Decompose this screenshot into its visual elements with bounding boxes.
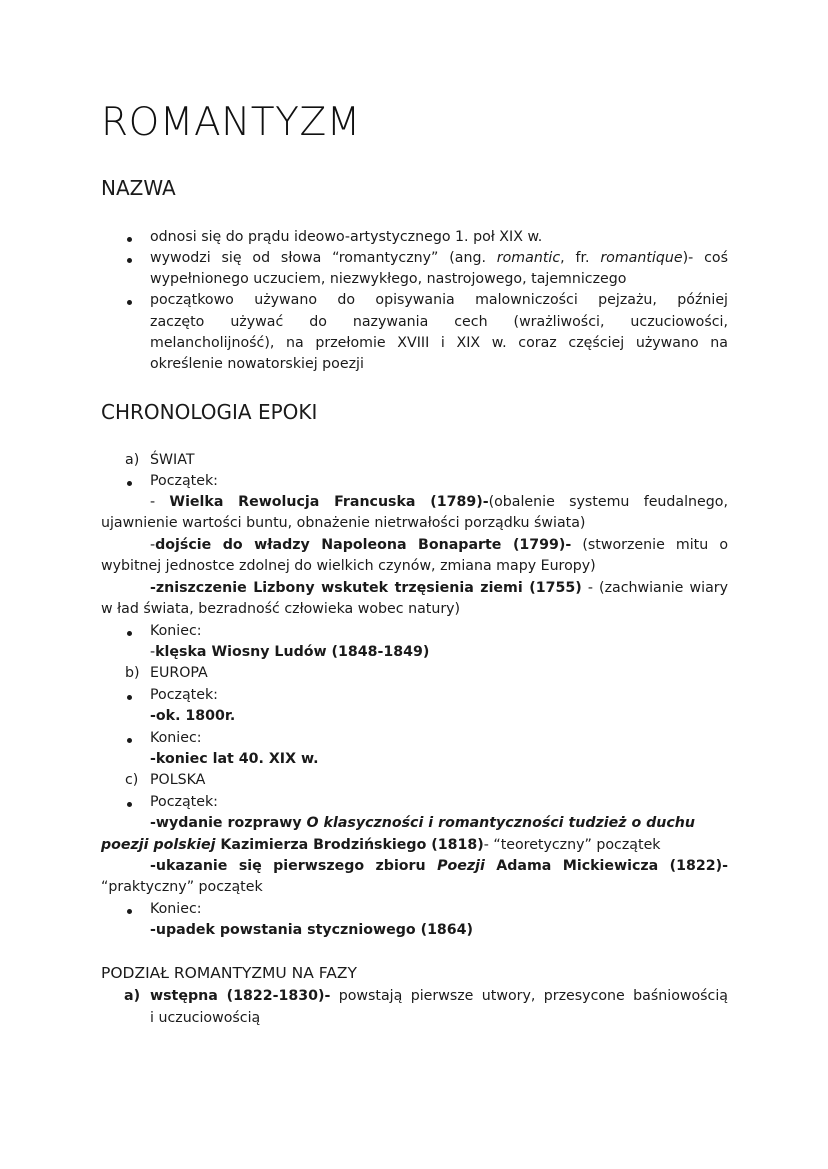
koniec-label: Koniec: <box>150 901 202 917</box>
text-run-bold-italic: Poezji <box>437 858 485 874</box>
event-item <box>150 492 728 513</box>
text-run-italic: romantic <box>496 250 561 266</box>
event-item-continuation: w ład świata, bezradność człowieka wobec natury) <box>101 601 461 617</box>
phase-item-continuation: i uczuciowością <box>150 1010 261 1026</box>
event-item <box>150 856 728 877</box>
text-run-bold: wstępna (1822-1830)- <box>150 988 331 1004</box>
section-heading-chronologia: CHRONOLOGIA EPOKI <box>101 400 318 424</box>
bullet-icon <box>127 802 132 807</box>
subsection-label-swiat: ŚWIAT <box>150 452 195 468</box>
text-run-bold: -zniszczenie Lizbony wskutek trzęsienia ziemi (1755) <box>150 580 582 596</box>
bullet-icon <box>127 909 132 914</box>
section-heading-nazwa: NAZWA <box>101 176 176 200</box>
text-run-bold: -wydanie rozprawy <box>150 815 307 831</box>
list-item-continuation: wypełnionego uczuciem, niezwykłego, nastrojowego, tajemniczego <box>150 271 627 287</box>
text-run-bold: dojście do władzy Napoleona Bonaparte (1799)- <box>155 537 572 553</box>
text-run-bold: Adama Mickiewicza (1822)- <box>484 858 728 874</box>
text-run: powstają pierwsze utwory, przesycone baśniowością <box>330 988 728 1004</box>
event-item-continuation: wybitnej jednostce zdolnej do wielkich czynów, zmiana mapy Europy) <box>101 558 596 574</box>
document-title: ROMANTYZM <box>101 100 361 145</box>
text-run: wywodzi się od słowa “romantyczny” (ang. <box>150 250 497 266</box>
event-item <box>150 813 695 834</box>
text-run-bold-italic: O klasyczności i romantyczności tudzież o duchu <box>306 815 696 831</box>
list-item <box>150 248 728 269</box>
event-item: -koniec lat 40. XIX w. <box>150 751 319 767</box>
text-run: (stworzenie mitu o <box>571 537 728 553</box>
bullet-icon <box>127 300 132 305</box>
list-marker: c) <box>125 772 139 788</box>
bullet-icon <box>127 481 132 486</box>
event-item <box>150 642 429 663</box>
bullet-icon <box>127 258 132 263</box>
list-marker: a) <box>125 452 140 468</box>
text-run: - “teoretyczny” początek <box>483 837 661 853</box>
event-item: -upadek powstania styczniowego (1864) <box>150 922 474 938</box>
list-item-continuation: zaczęto używać do nazywania cech (wrażliwości, uczuciowości, <box>150 314 728 330</box>
bullet-icon <box>127 237 132 242</box>
event-item-continuation: ujawnienie wartości buntu, obnażenie nietrwałości porządku świata) <box>101 515 586 531</box>
bullet-icon <box>127 738 132 743</box>
event-item-continuation <box>101 835 661 856</box>
list-marker: a) <box>124 988 141 1004</box>
list-item-continuation: określenie nowatorskiej poezji <box>150 356 364 372</box>
text-run-bold: Kazimierza Brodzińskiego (1818) <box>215 837 484 853</box>
bullet-icon <box>127 631 132 636</box>
event-item: -ok. 1800r. <box>150 708 236 724</box>
text-run: (obalenie systemu feudalnego, <box>488 494 728 510</box>
text-run-bold: klęska Wiosny Ludów (1848-1849) <box>155 644 430 660</box>
list-item: odnosi się do prądu ideowo-artystycznego 1. poł XIX w. <box>150 229 543 245</box>
text-run-bold-italic: poezji polskiej <box>101 837 216 853</box>
section-heading-fazy: PODZIAŁ ROMANTYZMU NA FAZY <box>101 964 357 982</box>
text-run: - <box>150 494 170 510</box>
text-run-bold: -ukazanie się pierwszego zbioru <box>150 858 438 874</box>
poczatek-label: Początek: <box>150 473 218 489</box>
subsection-label-polska: POLSKA <box>150 772 206 788</box>
text-run: - (zachwianie wiary <box>581 580 728 596</box>
event-item <box>150 578 728 599</box>
list-marker: b) <box>125 665 140 681</box>
bullet-icon <box>127 695 132 700</box>
text-run-bold: Wielka Rewolucja Francuska (1789)- <box>169 494 489 510</box>
text-run: , fr. <box>560 250 601 266</box>
event-item <box>150 535 728 556</box>
text-run-italic: romantique <box>600 250 683 266</box>
list-item-continuation: melancholijność), na przełomie XVIII i XIX w. coraz częściej używano na <box>150 335 728 351</box>
event-item-continuation: “praktyczny” początek <box>101 879 263 895</box>
subsection-label-europa: EUROPA <box>150 665 208 681</box>
list-item: początkowo używano do opisywania malowniczości pejzażu, później <box>150 292 728 308</box>
poczatek-label: Początek: <box>150 687 218 703</box>
text-run: )- coś <box>682 250 728 266</box>
poczatek-label: Początek: <box>150 794 218 810</box>
text-run: - <box>150 644 156 660</box>
phase-item <box>150 986 728 1007</box>
text-run: - <box>150 537 156 553</box>
koniec-label: Koniec: <box>150 730 202 746</box>
koniec-label: Koniec: <box>150 623 202 639</box>
